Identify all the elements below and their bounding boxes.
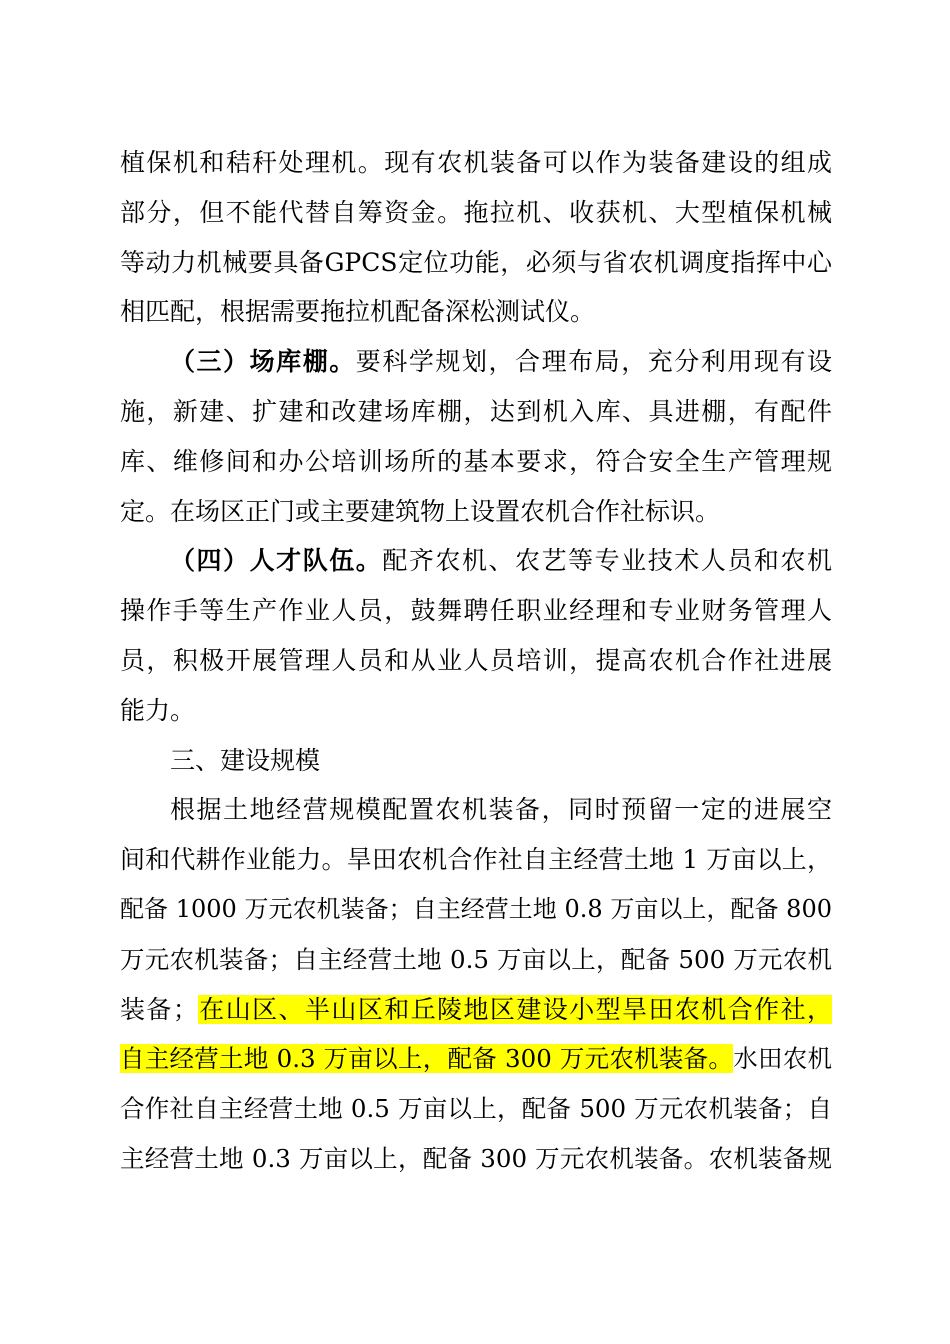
section-3-title: （三）场库棚。: [170, 347, 356, 377]
section-3-text: 要科学规划，合理布局，充分利用现有设: [355, 347, 832, 377]
paragraph-line: 库、维修间和办公培训场所的基本要求，符合安全生产管理规: [120, 446, 832, 476]
paragraph-line: 相匹配，根据需要拖拉机配备深松测试仪。: [120, 297, 596, 327]
paragraph-line: 施，新建、扩建和改建场库棚，达到机入库、具进棚，有配件: [120, 396, 832, 426]
paragraph-line: [120, 1034, 832, 1084]
paragraph-line: 合作社自主经营土地 0.5 万亩以上，配备 500 万元农机装备；自: [120, 1094, 832, 1124]
paragraph-line: 部分，但不能代替自筹资金。拖拉机、收获机、大型植保机械: [120, 197, 832, 227]
paragraph-line: [120, 985, 832, 1035]
highlighted-text: 在山区、半山区和丘陵地区建设小型旱田农机合作社，: [197, 994, 832, 1024]
section-4-first-line: [120, 536, 832, 586]
section-3-first-line: [120, 337, 832, 387]
paragraph-line: 间和代耕作业能力。旱田农机合作社自主经营土地 1 万亩以上，: [120, 845, 832, 875]
line-text: 装备；: [120, 994, 198, 1024]
paragraph-line: 员，积极开展管理人员和从业人员培训，提高农机合作社进展: [120, 645, 832, 675]
section-4-title: （四）人才队伍。: [170, 546, 383, 576]
paragraph-line: 主经营土地 0.3 万亩以上，配备 300 万元农机装备。农机装备规: [120, 1143, 832, 1173]
paragraph-line: 等动力机械要具备GPCS定位功能，必须与省农机调度指挥中心: [120, 247, 832, 277]
highlighted-text: 自主经营土地 0.3 万亩以上，配备 300 万元农机装备。: [120, 1044, 734, 1074]
line-text: 水田农机: [733, 1044, 832, 1074]
paragraph-line: 配备 1000 万元农机装备；自主经营土地 0.8 万亩以上，配备 800: [120, 894, 832, 923]
document-body: [120, 138, 832, 1184]
paragraph-line: 植保机和秸秆处理机。现有农机装备可以作为装备建设的组成: [120, 148, 832, 177]
paragraph-line: 万元农机装备；自主经营土地 0.5 万亩以上，配备 500 万元农机: [120, 944, 832, 974]
paragraph-line: 操作手等生产作业人员，鼓舞聘任职业经理和专业财务管理人: [120, 596, 832, 626]
paragraph-line: 定。在场区正门或主要建筑物上设置农机合作社标识。: [120, 496, 721, 526]
scale-first-line: 根据土地经营规模配置农机装备，同时预留一定的进展空: [170, 795, 832, 825]
paragraph-line: 能力。: [120, 695, 196, 725]
section-4-text: 配齐农机、农艺等专业技术人员和农机: [382, 546, 832, 576]
section-heading: 三、建设规模: [170, 745, 321, 775]
